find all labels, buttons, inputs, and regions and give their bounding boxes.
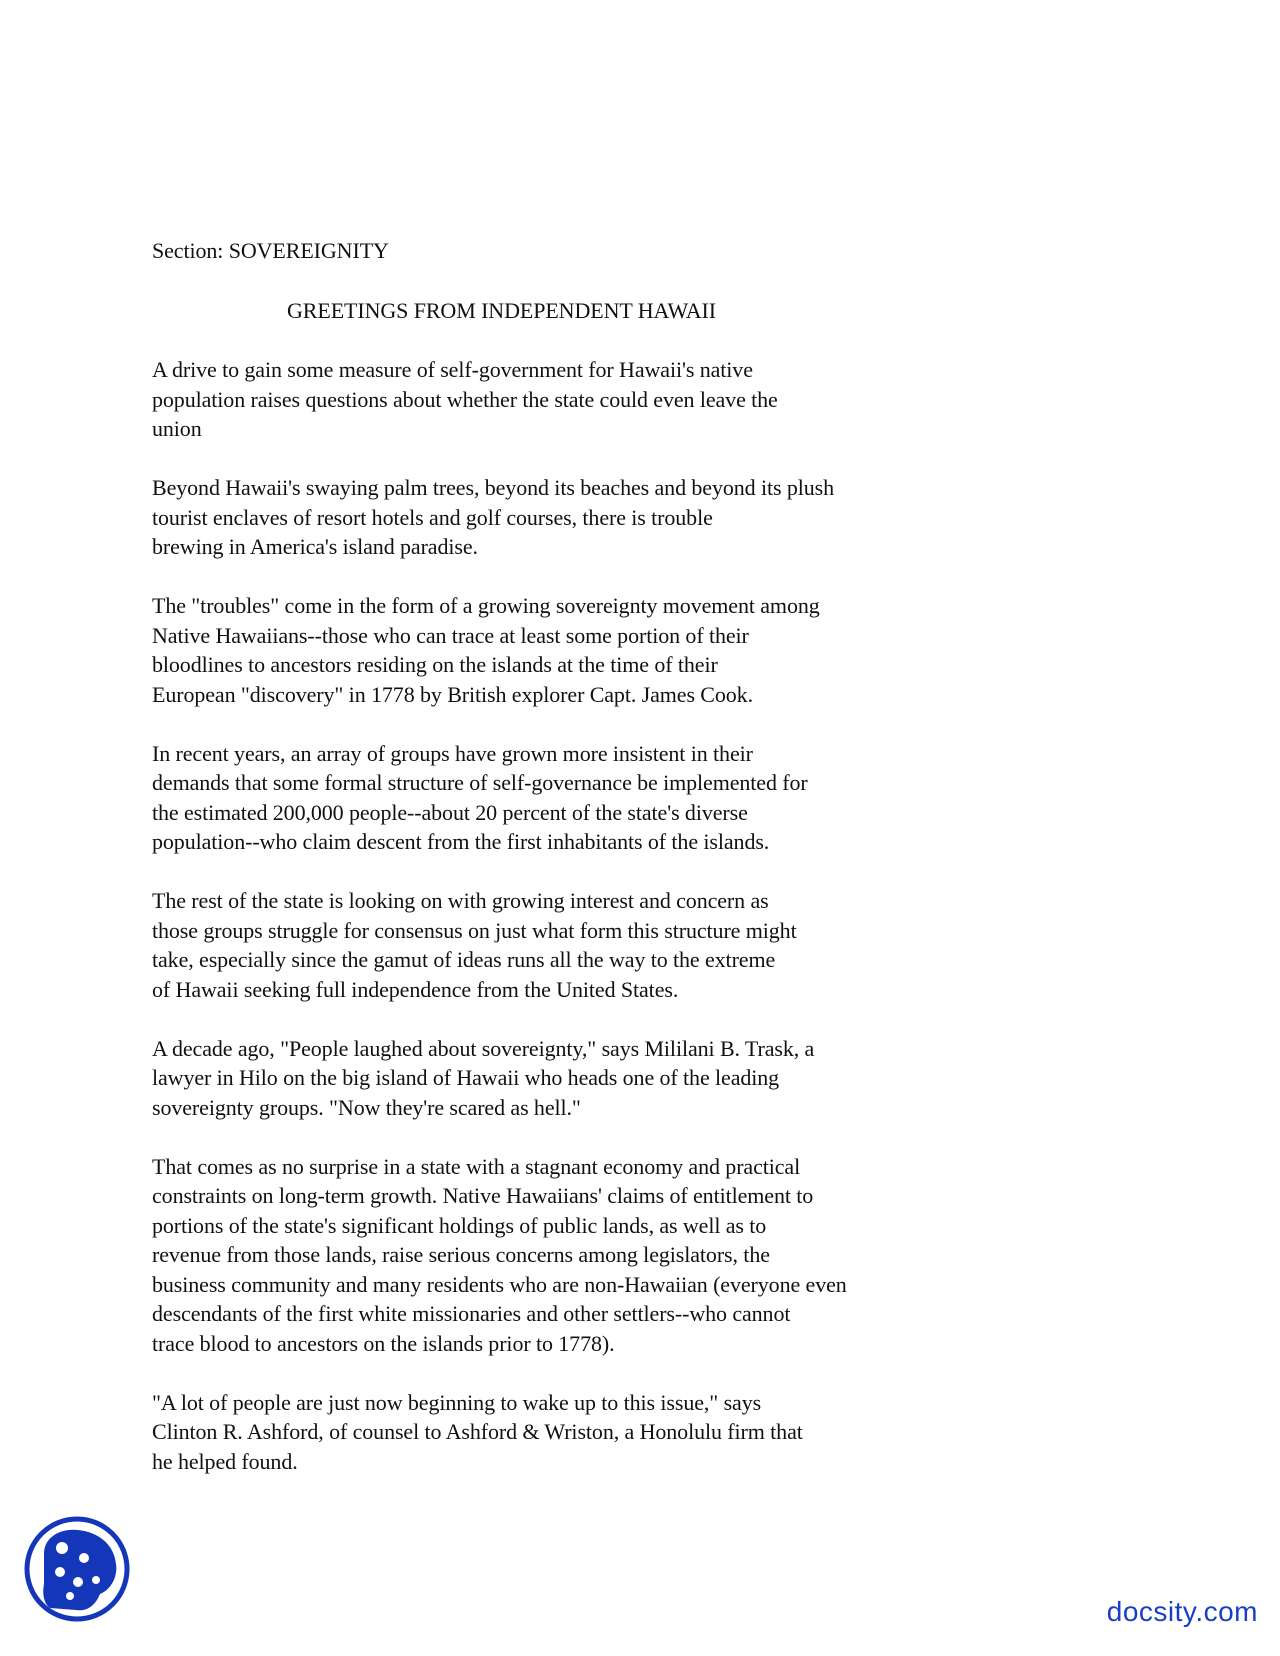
paragraph-line: those groups struggle for consensus on just what form this structure might bbox=[152, 917, 797, 943]
paragraph bbox=[152, 1152, 952, 1359]
document-page bbox=[152, 236, 952, 1506]
paragraph bbox=[152, 1388, 952, 1477]
paragraph-line: union bbox=[152, 416, 202, 441]
docsity-logo-icon[interactable] bbox=[22, 1514, 132, 1624]
paragraph-line: In recent years, an array of groups have grown more insistent in their bbox=[152, 740, 753, 766]
paragraph-line: sovereignty groups. "Now they're scared as hell." bbox=[152, 1094, 581, 1120]
paragraph-line: European "discovery" in 1778 by British explorer Capt. James Cook. bbox=[152, 681, 753, 707]
paragraph bbox=[152, 1034, 952, 1123]
paragraph-line: Native Hawaiians--those who can trace at least some portion of their bbox=[152, 622, 749, 648]
paragraph-line: descendants of the first white missionaries and other settlers--who cannot bbox=[152, 1301, 791, 1326]
paragraph-line: Clinton R. Ashford, of counsel to Ashford & Wriston, a Honolulu firm that bbox=[152, 1419, 803, 1444]
paragraph-line: lawyer in Hilo on the big island of Hawaii who heads one of the leading bbox=[152, 1065, 780, 1090]
paragraph bbox=[152, 591, 952, 709]
paragraph-line: tourist enclaves of resort hotels and golf courses, there is trouble bbox=[152, 504, 713, 530]
paragraph-line: he helped found. bbox=[152, 1448, 298, 1474]
paragraph bbox=[152, 355, 952, 444]
paragraph bbox=[152, 739, 952, 857]
paragraph-line: take, especially since the gamut of ideas runs all the way to the extreme bbox=[152, 947, 776, 972]
paragraph-line: the estimated 200,000 people--about 20 percent of the state's diverse bbox=[152, 799, 748, 825]
paragraph-line: "A lot of people are just now beginning to wake up to this issue," says bbox=[152, 1389, 762, 1415]
article-title: GREETINGS FROM INDEPENDENT HAWAII bbox=[287, 297, 717, 323]
paragraph-line: portions of the state's significant holdings of public lands, as well as to bbox=[152, 1212, 767, 1238]
paragraph-line: population--who claim descent from the first inhabitants of the islands. bbox=[152, 829, 770, 854]
paragraph bbox=[152, 886, 952, 1004]
paragraph-line: The rest of the state is looking on with growing interest and concern as bbox=[152, 888, 769, 913]
paragraph-line: constraints on long-term growth. Native Hawaiians' claims of entitlement to bbox=[152, 1183, 814, 1208]
paragraph-line: business community and many residents who are non-Hawaiian (everyone even bbox=[152, 1271, 847, 1297]
paragraph-line: A drive to gain some measure of self-government for Hawaii's native bbox=[152, 357, 753, 382]
paragraph-line: brewing in America's island paradise. bbox=[152, 534, 478, 559]
paragraph-line: That comes as no surprise in a state with a stagnant economy and practical bbox=[152, 1153, 801, 1179]
docsity-brand-link[interactable]: docsity.com bbox=[1106, 1596, 1258, 1627]
paragraph-line: Beyond Hawaii's swaying palm trees, beyond its beaches and beyond its plush bbox=[152, 475, 834, 500]
paragraph-line: revenue from those lands, raise serious concerns among legislators, the bbox=[152, 1242, 770, 1267]
docsity-logo-graphic bbox=[22, 1514, 132, 1624]
paragraph-line: A decade ago, "People laughed about sovereignty," says Mililani B. Trask, a bbox=[152, 1035, 815, 1061]
paragraph-line: The "troubles" come in the form of a growing sovereignty movement among bbox=[152, 593, 820, 618]
paragraph bbox=[152, 473, 952, 562]
paragraph-line: of Hawaii seeking full independence from the United States. bbox=[152, 976, 679, 1002]
paragraph-line: demands that some formal structure of self-governance be implemented for bbox=[152, 770, 808, 795]
paragraph-line: bloodlines to ancestors residing on the islands at the time of their bbox=[152, 652, 718, 677]
article-body bbox=[152, 355, 952, 1476]
paragraph-line: population raises questions about whether the state could even leave the bbox=[152, 386, 778, 412]
section-label: Section: SOVEREIGNITY bbox=[152, 238, 389, 263]
paragraph-line: trace blood to ancestors on the islands prior to 1778). bbox=[152, 1330, 615, 1356]
